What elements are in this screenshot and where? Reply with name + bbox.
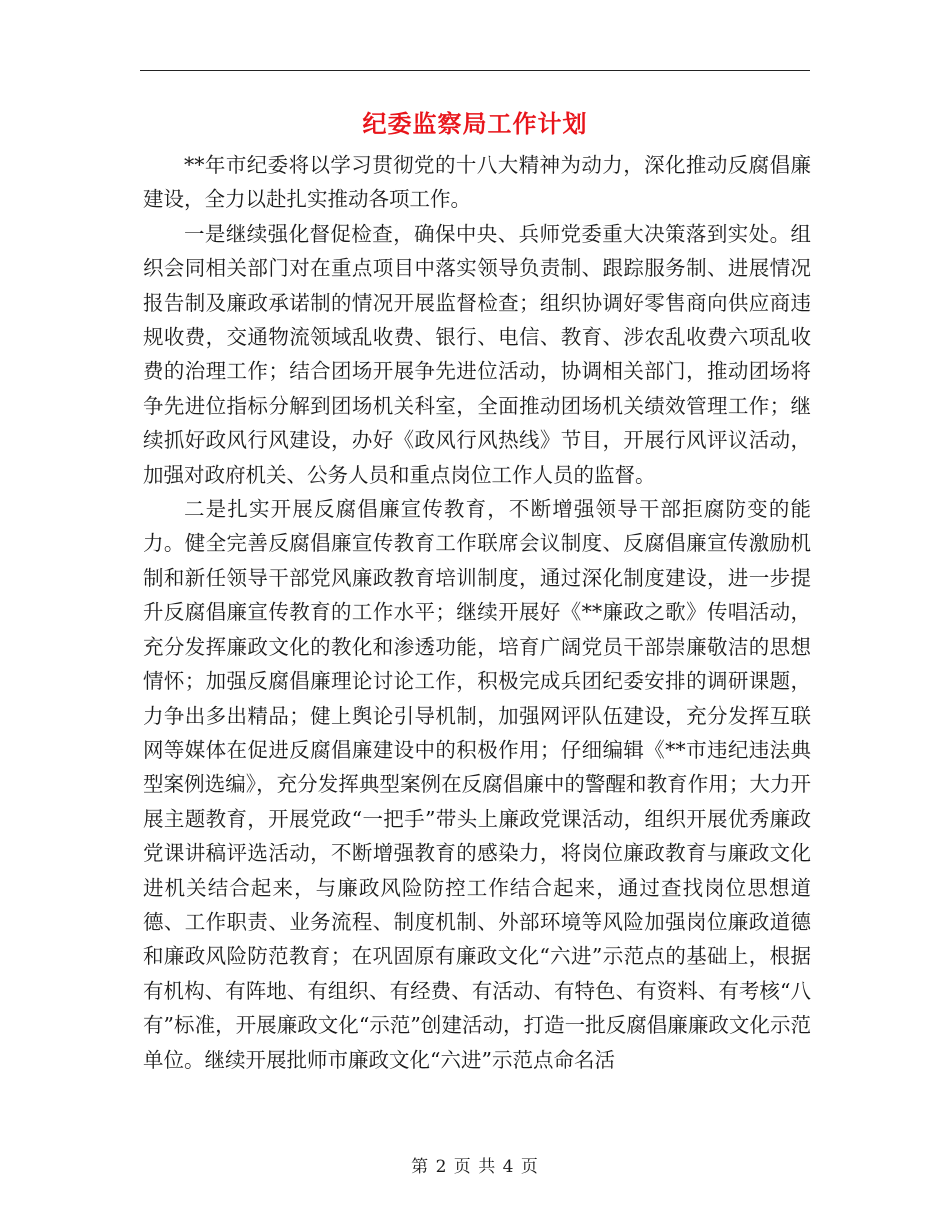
header-rule (140, 70, 810, 71)
paragraph-supervision: 一是继续强化督促检查，确保中央、兵师党委重大决策落到实处。组织会同相关部门对在重点项目中落实领导负责制、跟踪服务制、进展情况报告制及廉政承诺制的情况开展监督检查；组织协调好零售商向供应商违规收费，交通物流领域乱收费、银行、电信、教育、涉农乱收费六项乱收费的治理工作；结合团场开展争先进位活动，协调相关部门，推动团场将争先进位指标分解到团场机关科室，全面推动团场机关绩效管理工作；继续抓好政风行风建设，办好《政风行风热线》节目，开展行风评议活动，加强对政府机关、公务人员和重点岗位工作人员的监督。 (143, 221, 811, 487)
document-title: 纪委监察局工作计划 (362, 109, 588, 138)
paragraph-education: 二是扎实开展反腐倡廉宣传教育，不断增强领导干部拒腐防变的能力。健全完善反腐倡廉宣传教育工作联席会议制度、反腐倡廉宣传激励机制和新任领导干部党风廉政教育培训制度，通过深化制度建设，进一步提升反腐倡廉宣传教育的工作水平；继续开展好《**廉政之歌》传唱活动，充分发挥廉政文化的教化和渗透功能，培育广阔党员干部崇廉敬洁的思想情怀；加强反腐倡廉理论讨论工作，积极完成兵团纪委安排的调研课题，力争出多出精品；健上舆论引导机制，加强网评队伍建设，充分发挥互联网等媒体在促进反腐倡廉建设中的积极作用；仔细编辑《**市违纪违法典型案例选编》，充分发挥典型案例在反腐倡廉中的警醒和教育作用；大力开展主题教育，开展党政“一把手”带头上廉政党课活动，组织开展优秀廉政党课讲稿评选活动，不断增强教育的感染力，将岗位廉政教育与廉政文化进机关结合起来，与廉政风险防控工作结合起来，通过查找岗位思想道德、工作职责、业务流程、制度机制、外部环境等风险加强岗位廉政道德和廉政风险防范教育；在巩固原有廉政文化“六进”示范点的基础上，根据有机构、有阵地、有组织、有经费、有活动、有特色、有资料、有考核“八有”标准，开展廉政文化“示范”创建活动，打造一批反腐倡廉廉政文化示范单位。继续开展批师市廉政文化“六进”示范点命名活 (143, 497, 811, 1072)
page-number-footer: 第 2 页 共 4 页 (411, 1157, 539, 1177)
document-body (143, 148, 811, 1077)
paragraph-intro: **年市纪委将以学习贯彻党的十八大精神为动力，深化推动反腐倡廉建设，全力以赴扎实推动各项工作。 (143, 153, 811, 212)
